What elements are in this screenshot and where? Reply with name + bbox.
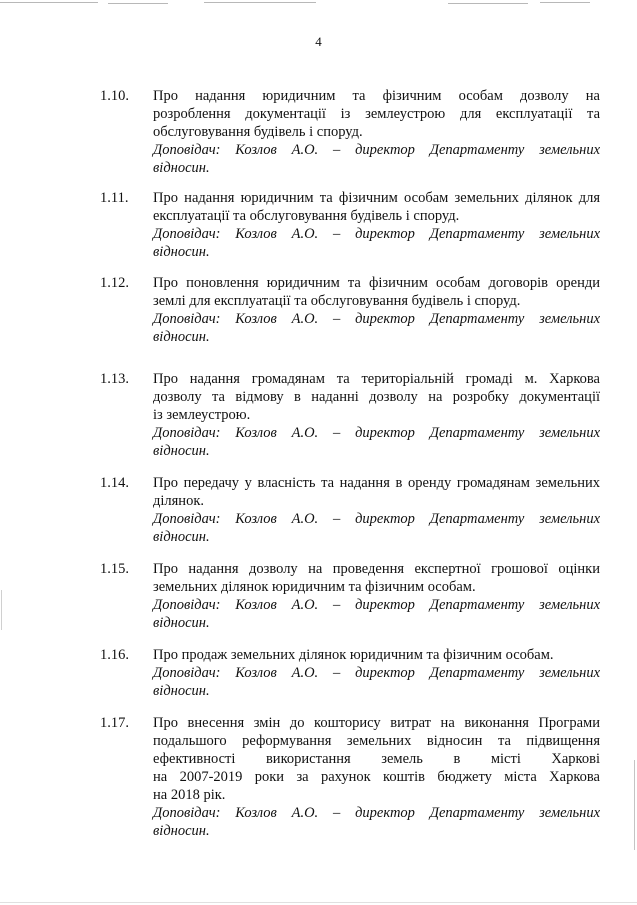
item-text-line: Про поновлення юридичним та фізичним особам договорів оренди [153, 275, 600, 291]
item-body [153, 370, 600, 460]
item-body [153, 560, 600, 632]
item-text-line: землі для експлуатації та обслуговування будівель і споруд. [153, 293, 521, 309]
item-body [153, 274, 600, 346]
scan-artifact-line [108, 3, 168, 4]
scan-artifact-edge [1, 590, 2, 630]
item-body [153, 87, 600, 177]
item-text-line: Про надання юридичним та фізичним особам дозволу на [153, 88, 600, 104]
item-number: 1.16. [100, 647, 129, 663]
speaker-line-end: відносин. [153, 529, 210, 545]
item-text-line: ділянок. [153, 493, 204, 509]
speaker-line: Доповідач: Козлов А.О. – директор Департаменту земельних [153, 226, 600, 242]
item-number: 1.15. [100, 561, 129, 577]
item-number: 1.13. [100, 371, 129, 387]
item-number: 1.12. [100, 275, 129, 291]
scan-artifact-edge [634, 760, 635, 850]
item-text-line: Про передачу у власність та надання в оренду громадянам земельних [153, 475, 600, 491]
speaker-line-end: відносин. [153, 823, 210, 839]
scan-artifact-line [204, 2, 316, 3]
scan-artifact-line [0, 902, 637, 903]
item-number: 1.11. [100, 190, 129, 206]
item-text-line: земельних ділянок юридичним та фізичним особам. [153, 579, 476, 595]
item-text-line: подальшого реформування земельних відносин та підвищення [153, 733, 600, 749]
speaker-line-end: відносин. [153, 683, 210, 699]
speaker-line: Доповідач: Козлов А.О. – директор Департаменту земельних [153, 665, 600, 681]
speaker-line-end: відносин. [153, 244, 210, 260]
item-text-line: Про продаж земельних ділянок юридичним та фізичним особам. [153, 647, 554, 663]
speaker-line-end: відносин. [153, 160, 210, 176]
scan-artifact-line [0, 2, 98, 3]
speaker-line: Доповідач: Козлов А.О. – директор Департаменту земельних [153, 142, 600, 158]
item-text-line: обслуговування будівель і споруд. [153, 124, 363, 140]
speaker-line: Доповідач: Козлов А.О. – директор Департаменту земельних [153, 425, 600, 441]
item-text-line: Про надання дозволу на проведення експертної грошової оцінки [153, 561, 600, 577]
item-text-line: на 2007-2019 роки за рахунок коштів бюджету міста Харкова [153, 769, 600, 785]
item-text-line: розроблення документації із землеустрою для експлуатації та [153, 106, 600, 122]
item-text-line: Про внесення змін до кошторису витрат на виконання Програми [153, 715, 600, 731]
speaker-line-end: відносин. [153, 615, 210, 631]
page-number: 4 [315, 34, 322, 49]
item-number: 1.14. [100, 475, 129, 491]
speaker-line: Доповідач: Козлов А.О. – директор Департаменту земельних [153, 511, 600, 527]
item-text-line: на 2018 рік. [153, 787, 226, 803]
speaker-line: Доповідач: Козлов А.О. – директор Департаменту земельних [153, 805, 600, 821]
scan-artifact-line [540, 2, 590, 3]
item-text-line: ефективності використання земель в місті Харкові [153, 751, 600, 767]
item-body [153, 474, 600, 546]
item-text-line: Про надання юридичним та фізичним особам земельних ділянок для [153, 190, 600, 206]
item-number: 1.10. [100, 88, 129, 104]
item-body [153, 646, 600, 700]
speaker-line-end: відносин. [153, 329, 210, 345]
speaker-line: Доповідач: Козлов А.О. – директор Департаменту земельних [153, 311, 600, 327]
scan-artifact-line [448, 3, 528, 4]
item-body [153, 189, 600, 261]
item-text-line: із землеустрою. [153, 407, 251, 423]
item-text-line: дозволу та відмову в наданні дозволу на розробку документації [153, 389, 600, 405]
speaker-line: Доповідач: Козлов А.О. – директор Департаменту земельних [153, 597, 600, 613]
item-text-line: Про надання громадянам та територіальній громаді м. Харкова [153, 371, 600, 387]
item-number: 1.17. [100, 715, 129, 731]
speaker-line-end: відносин. [153, 443, 210, 459]
item-body [153, 714, 600, 840]
item-text-line: експлуатації та обслуговування будівель і споруд. [153, 208, 460, 224]
